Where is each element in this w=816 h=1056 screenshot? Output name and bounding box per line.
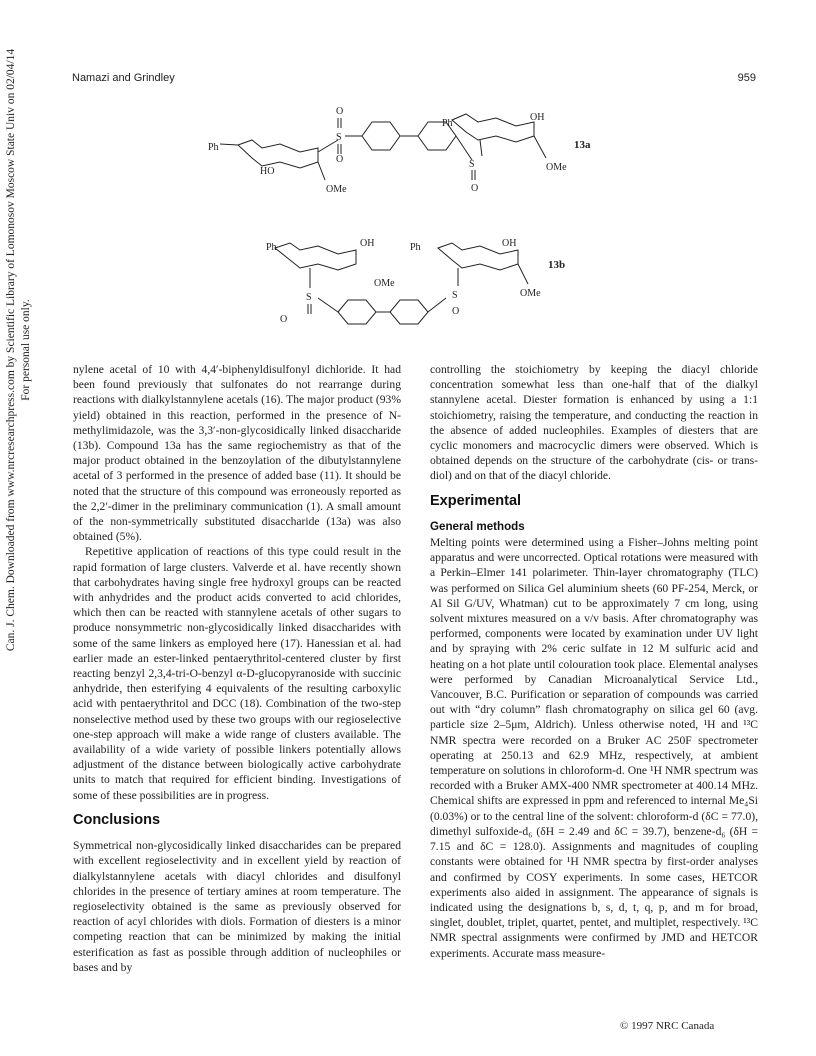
body-paragraph: Repetitive application of reactions of this type could result in the rapid formation of large clusters. Valverde et al. have recently shown that carbohydrates having single free hydroxyl groups can be reacted with anhydrides and the product acids converted to acid chlorides, which then can be reacted with stannylene acetals of other sugars to produce nonsymmetric non-glycosidically linked disaccharides with some of the same linkers as employed here (17). Hanessian et al. had earlier made an ester-linked pentaerythritol-centered cluster by first reacting benzyl 2,3,4-tri-O-benzyl α-D-glucopyranoside with succinic anhydride, then esterifying 4 equivalents of the resulting carboxylic acid with pentaerythritol and DCC (18). Combination of the two-step nonselective method used by these two groups with our regioselective one-step approach will make a wide range of clusters available. The availability of a wide variety of possible linkers potentially allows adjustment of the distance between biologically active carbohydrate units to match that required for efficient binding. Investigations of some of these possibilities are in progress. [73, 545, 401, 802]
left-column [73, 362, 401, 975]
section-heading-conclusions: Conclusions [73, 811, 161, 828]
body-paragraph: Symmetrical non-glycosidically linked disaccharides can be prepared with excellent regioselectivity and in excellent yield by reaction of dialkylstannylene acetals with diacyl chlorides and disulfonyl chlorides in the presence of tertiary amines at room temperature. The regioselectivity obtained is the same as previously observed for reaction of acyl chlorides with diols. Formation of diesters is a minor competing reaction that can be minimized by making the initial esterification as fast as possible through addition of nucleophiles or bases and by [73, 839, 401, 974]
sulfur-label: S [306, 292, 312, 303]
running-header [72, 72, 756, 88]
oxygen-label: O [336, 154, 344, 165]
oxygen-label: O [452, 306, 460, 317]
download-watermark [4, 10, 48, 690]
sulfur-label: S [469, 159, 475, 170]
download-notice: Can. J. Chem. Downloaded from www.nrcresearchpress.com by Scientific Library of Lomonosov Moscow State Univ on 02/04/14 [5, 48, 17, 652]
sulfur-label: S [452, 290, 458, 301]
hydroxyl-label: OH [502, 238, 517, 249]
hydroxyl-label: OH [360, 238, 375, 249]
copyright-footer: © 1997 NRC Canada [620, 1020, 715, 1032]
methoxy-label: OMe [520, 288, 541, 299]
hydroxyl-label: HO [260, 166, 275, 177]
personal-use-notice: For personal use only. [20, 299, 32, 401]
oxygen-label: O [336, 106, 344, 117]
methoxy-label: OMe [546, 162, 567, 173]
sulfur-label: S [336, 132, 342, 143]
methoxy-label: OMe [374, 278, 395, 289]
body-paragraph: Melting points were determined using a Fisher–Johns melting point apparatus and were uncorrected. Optical rotations were measured with a Perkin–Elmer 141 polarimeter. Thin-layer chromatography (TLC) was performed on Silica Gel aluminium sheets (60 PF-254, Merck, or Al Sil G/UV, Whatman) cut to be approximately 7 cm long, using solvent mixtures measured on a v/v basis. After chromatography was performed, components were located by examination under UV light and by spraying with 2% ceric sulfate in 12 M sulfuric acid and heating on a hot plate until colouration took place. Elemental analyses were performed by Canadian Microanalytical Service Ltd., Vancouver, B.C. Purification or separation of compounds was carried out with “dry column” flash chromatography on silica gel 60 (avg. particle size 2–5μm, Aldrich). Unless otherwise noted, ¹H and ¹³C NMR spectra were recorded on a Bruker AC 250F spectrometer operating at 250.13 and 62.9 MHz, respectively, at ambient temperature on solutions in chloroform-d. One ¹H NMR spectrum was recorded with a Bruker AMX-400 NMR spectrometer at 400.14 MHz. Chemical shifts are expressed in ppm and referenced to internal Me₄Si (0.03%) or to the central line of the solvent: chloroform-d (δC = 77.0), dimethyl sulfoxide-d₆ (δH = 2.49 and δC = 39.7), benzene-d₆ (δH = 7.15 and δC = 128.0). Assignments and magnitudes of coupling constants were obtained for ¹H NMR spectra by first-order analyses and confirmed by COSY experiments. In some cases, HETCOR experiments also aided in assignment. The appearance of signals is indicated using the designations b, s, d, t, q, p, and m for broad, singlet, doublet, triplet, quartet, pentet, and multiplet, respectively. ¹³C NMR spectral assignments were confirmed by JMD and HETCOR experiments. Accurate mass measure- [430, 536, 758, 960]
phenyl-label: Ph [208, 142, 219, 153]
chemical-structure-figure [190, 100, 620, 335]
section-heading-experimental: Experimental [430, 492, 522, 509]
running-head-authors: Namazi and Grindley [72, 72, 175, 84]
phenyl-label: Ph [442, 118, 453, 129]
methoxy-label: OMe [326, 184, 347, 195]
subsection-heading-general-methods: General methods [430, 519, 525, 533]
body-paragraph: controlling the stoichiometry by keeping the diacyl chloride concentration somewhat less than one-half that of the dialkyl stannylene acetal. Diester formation is enhanced by using a 1:1 stoichiometry, raising the temperature, and conducting the reaction in the absence of added nucleophiles. Examples of diesters that are cyclic monomers and macrocyclic dimers were observed. Which is obtained depends on the structure of the carbohydrate (cis- or trans-diol) and on that of the diacyl chloride. [430, 363, 758, 483]
phenyl-label: Ph [410, 242, 421, 253]
phenyl-label: Ph [266, 242, 277, 253]
right-column [430, 362, 758, 961]
oxygen-label: O [471, 183, 479, 194]
oxygen-label: O [280, 314, 288, 325]
page-number: 959 [737, 72, 756, 84]
structures-13a-13b [190, 100, 620, 335]
compound-label-13b: 13b [548, 259, 566, 271]
compound-label-13a: 13a [574, 139, 591, 151]
hydroxyl-label: OH [530, 112, 545, 123]
body-paragraph: nylene acetal of 10 with 4,4′-biphenyldisulfonyl dichloride. It had been found previously that sulfonates do not rearrange during reactions with dialkylstannylene acetals (16). The major product (93% yield) obtained in this reaction, performed in the presence of N-methylimidazole, was the 3,3′-non-glycosidically linked disaccharide (13b). Compound 13a has the same regiochemistry as that of the major product obtained in the benzoylation of the dibutylstannylene acetal of 3 performed in the presence of added base (11). It should be noted that the structure of this compound was erroneously reported as the 2,2′-dimer in the preliminary communication (1). A small amount of the non-symmetrically substituted disaccharide (13a) was also obtained (5%). [73, 363, 401, 544]
